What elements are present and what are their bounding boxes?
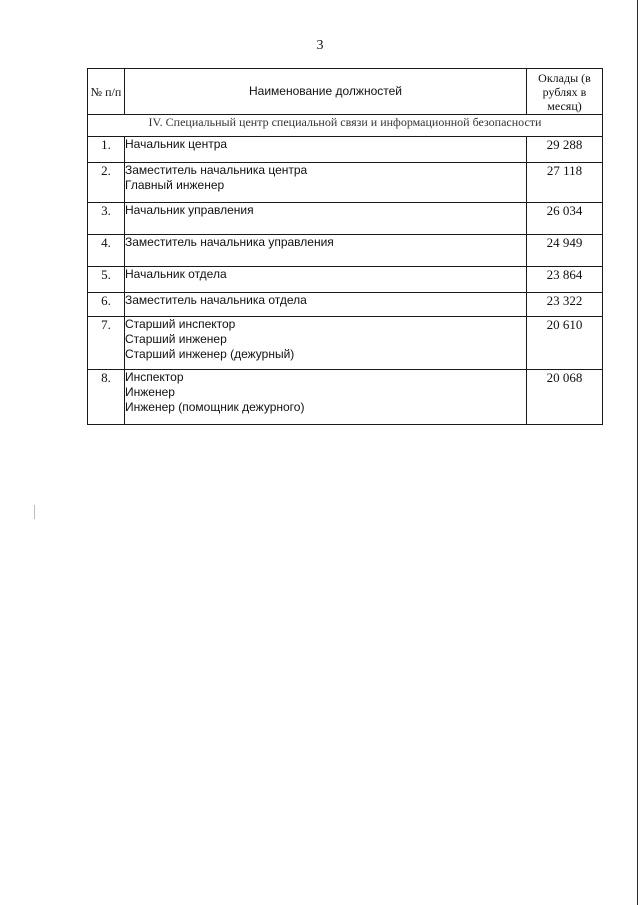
position-title: Заместитель начальника центра — [125, 163, 308, 177]
row-positions — [125, 163, 527, 203]
table-row — [88, 137, 603, 163]
table-row — [88, 163, 603, 203]
table-row — [88, 203, 603, 235]
row-number: 7. — [88, 317, 125, 370]
row-salary: 24 949 — [527, 235, 603, 267]
row-number: 6. — [88, 293, 125, 317]
row-salary: 23 864 — [527, 267, 603, 293]
row-salary: 20 610 — [527, 317, 603, 370]
row-number: 5. — [88, 267, 125, 293]
table-row — [88, 317, 603, 370]
position-title: Начальник центра — [125, 137, 228, 151]
row-positions — [125, 235, 527, 267]
section-row — [88, 115, 603, 137]
salary-table — [87, 68, 603, 425]
row-positions — [125, 267, 527, 293]
table-header-row — [88, 69, 603, 115]
position-title: Заместитель начальника отдела — [125, 293, 307, 307]
row-positions — [125, 137, 527, 163]
row-salary: 20 068 — [527, 370, 603, 425]
position-title: Старший инспектор — [125, 317, 236, 331]
position-title: Начальник отдела — [125, 267, 227, 281]
position-title: Инспектор — [125, 370, 184, 384]
row-positions — [125, 317, 527, 370]
position-title: Инженер — [125, 385, 175, 399]
row-salary: 26 034 — [527, 203, 603, 235]
header-salary: Оклады (в рублях в месяц) — [527, 69, 603, 115]
row-number: 2. — [88, 163, 125, 203]
scan-edge-line — [637, 0, 638, 905]
row-number: 3. — [88, 203, 125, 235]
scan-margin-mark — [34, 505, 35, 519]
row-salary: 23 322 — [527, 293, 603, 317]
position-title: Инженер (помощник дежурного) — [125, 400, 305, 414]
position-title: Главный инженер — [125, 178, 225, 192]
row-number: 4. — [88, 235, 125, 267]
header-position-name: Наименование должностей — [125, 69, 527, 115]
position-title: Начальник управления — [125, 203, 254, 217]
table-row — [88, 370, 603, 425]
position-title: Старший инженер (дежурный) — [125, 347, 295, 361]
row-salary: 27 118 — [527, 163, 603, 203]
row-number: 8. — [88, 370, 125, 425]
row-positions — [125, 370, 527, 425]
table-row — [88, 293, 603, 317]
position-title: Заместитель начальника управления — [125, 235, 334, 249]
row-salary: 29 288 — [527, 137, 603, 163]
row-positions — [125, 203, 527, 235]
row-number: 1. — [88, 137, 125, 163]
position-title: Старший инженер — [125, 332, 227, 346]
row-positions — [125, 293, 527, 317]
table-row — [88, 235, 603, 267]
section-title: IV. Специальный центр специальной связи и информационной безопасности — [88, 115, 603, 137]
header-number: № п/п — [88, 69, 125, 115]
table-row — [88, 267, 603, 293]
page-number: 3 — [316, 38, 324, 53]
